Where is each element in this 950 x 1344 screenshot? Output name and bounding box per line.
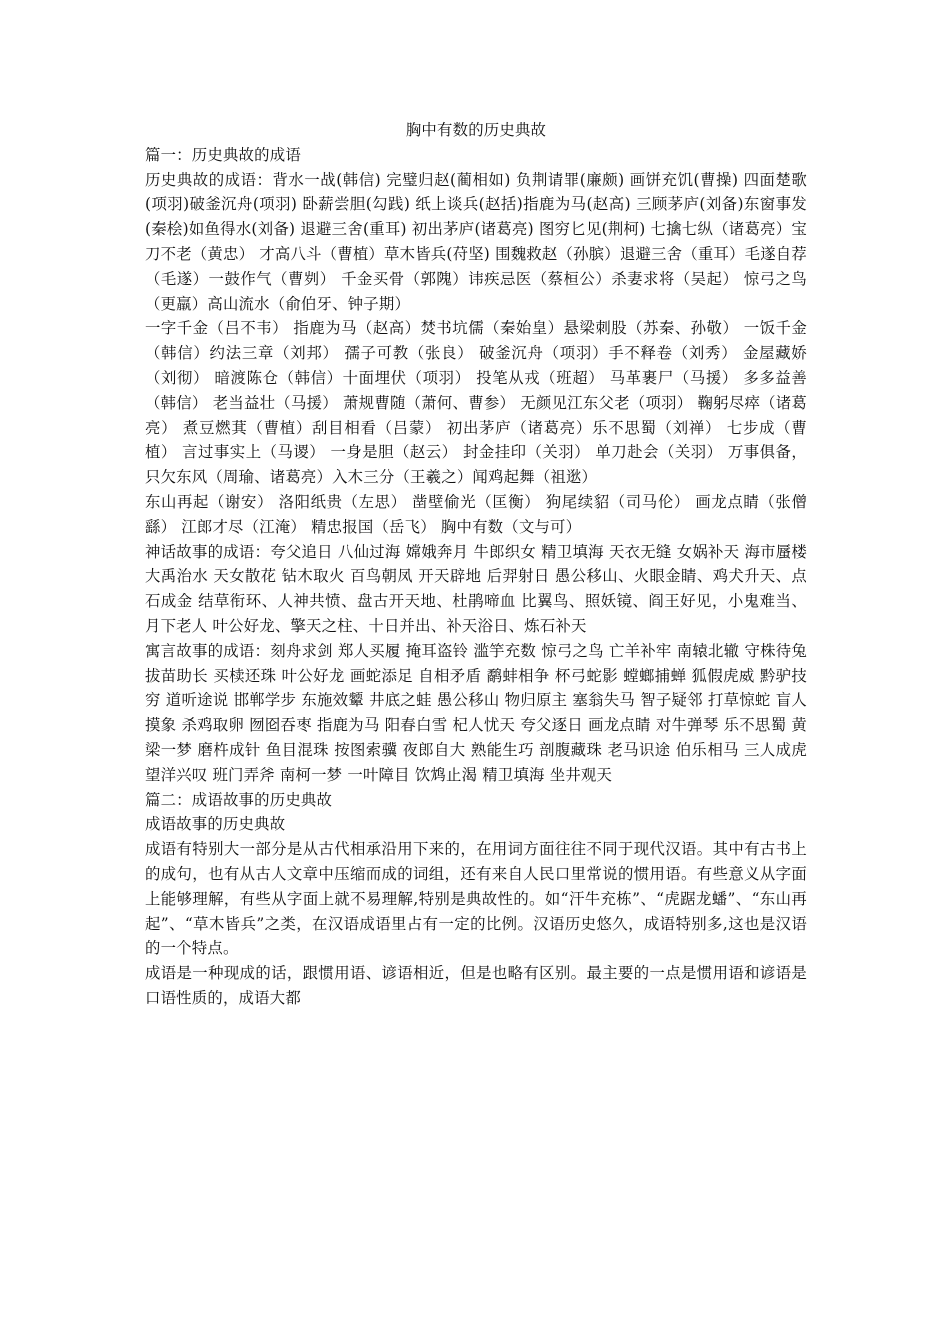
subheading-idiom-stories: 成语故事的历史典故 xyxy=(145,815,286,834)
paragraph-idiom-origins: 成语有特别大一部分是从古代相承沿用下来的，在用词方面往往不同于现代汉语。其中有古书上的成句，也有从古人文章中压缩而成的词组，还有来自人民口里常说的惯用语。有些意义从字面上能够理解，有些从字面上就不易理解,特别是典故性的。如“汗牛充栋”、“虎踞龙蟠”、“东山再起”、“草木皆兵”之类，在汉语成语里占有一定的比例。汉语历史悠久，成语特别多,这也是汉语的一个特点。 xyxy=(145,840,807,958)
section-heading-1: 篇一：历史典故的成语 xyxy=(145,145,301,164)
document-title: 胸中有数的历史典故 xyxy=(405,121,547,139)
paragraph-historical-idioms-3: 东山再起（谢安） 洛阳纸贵（左思） 凿壁偷光（匡衡） 狗尾续貂（司马伦） 画龙点睛（张僧繇） 江郎才尽（江淹） 精忠报国（岳飞） 胸中有数（文与可） xyxy=(145,492,807,536)
paragraph-fable-idioms: 寓言故事的成语：刻舟求剑 郑人买履 掩耳盗铃 滥竽充数 惊弓之鸟 亡羊补牢 南辕北辙 守株待兔 拔苗助长 买椟还珠 叶公好龙 画蛇添足 自相矛盾 鹬蚌相争 杯弓蛇影 螳螂捕蝉 狐假虎威 黔驴技穷 道听途说 邯郸学步 东施效颦 井底之蛙 愚公移山 物归原主 塞翁失马 智子疑邻 打草惊蛇 盲人摸象 杀鸡取卵 囫囵吞枣 指鹿为马 阳春白雪 杞人忧天 夸父逐日 画龙点睛 对牛弹琴 乐不思蜀 黄梁一梦 磨杵成针 鱼目混珠 按图索骥 夜郎自大 熟能生巧 剖腹藏珠 老马识途 伯乐相马 三人成虎 望洋兴叹 班门弄斧 南柯一梦 一叶障目 饮鸩止渴 精卫填海 坐井观天 xyxy=(145,641,807,784)
paragraph-historical-idioms: 历史典故的成语：背水一战(韩信) 完璧归赵(蔺相如) 负荆请罪(廉颇) 画饼充饥(曹操) 四面楚歌(项羽)破釜沉舟(项羽) 卧薪尝胆(勾践) 纸上谈兵(赵括)指鹿为马(赵高) 三顾茅庐(刘备)东窗事发(秦桧)如鱼得水(刘备) 退避三舍(重耳) 初出茅庐(诸葛亮) 图穷匕见(荆柯) 七擒七纵（诸葛亮）宝刀不老（黄忠） 才高八斗（曹植）草木皆兵(苻坚) 围魏救赵（孙膑）退避三舍（重耳）毛遂自荐（毛遂）一鼓作气（曹刿） 千金买骨（郭隗）讳疾忌医（蔡桓公）杀妻求将（吴起） 惊弓之鸟（更羸）高山流水（俞伯牙、钟子期） xyxy=(145,170,807,313)
paragraph-myth-idioms: 神话故事的成语：夸父追日 八仙过海 嫦娥奔月 牛郎织女 精卫填海 天衣无缝 女娲补天 海市蜃楼 大禹治水 天女散花 钻木取火 百鸟朝凤 开天辟地 后羿射日 愚公移山、火眼金睛、鸡犬升天、点石成金 结草衔环、人神共愤、盘古开天地、杜鹃啼血 比翼鸟、照妖镜、阎王好见，小鬼难当、月下老人 叶公好龙、擎天之柱、十日并出、补天浴日、炼石补天 xyxy=(145,542,807,635)
document-page xyxy=(145,118,807,1011)
paragraph-historical-idioms-2: 一字千金（吕不韦） 指鹿为马（赵高）焚书坑儒（秦始皇）悬梁刺股（苏秦、孙敬） 一饭千金（韩信）约法三章（刘邦） 孺子可教（张良） 破釜沉舟（项羽）手不释卷（刘秀） 金屋藏娇（刘彻） 暗渡陈仓（韩信）十面埋伏（项羽） 投笔从戎（班超） 马革裹尸（马援） 多多益善（韩信） 老当益壮（马援） 萧规曹随（萧何、曹参） 无颜见江东父老（项羽） 鞠躬尽瘁（诸葛亮） 煮豆燃萁（曹植）刮目相看（吕蒙） 初出茅庐（诸葛亮）乐不思蜀（刘禅） 七步成（曹植） 言过事实上（马谡） 一身是胆（赵云） 封金挂印（关羽） 单刀赴会（关羽） 万事俱备，只欠东风（周瑜、诸葛亮）入木三分（王羲之）闻鸡起舞（祖逖） xyxy=(145,319,807,487)
paragraph-idiom-definition: 成语是一种现成的话，跟惯用语、谚语相近，但是也略有区别。最主要的一点是惯用语和谚语是口语性质的，成语大都 xyxy=(145,964,807,1007)
section-heading-2: 篇二：成语故事的历史典故 xyxy=(145,790,333,809)
